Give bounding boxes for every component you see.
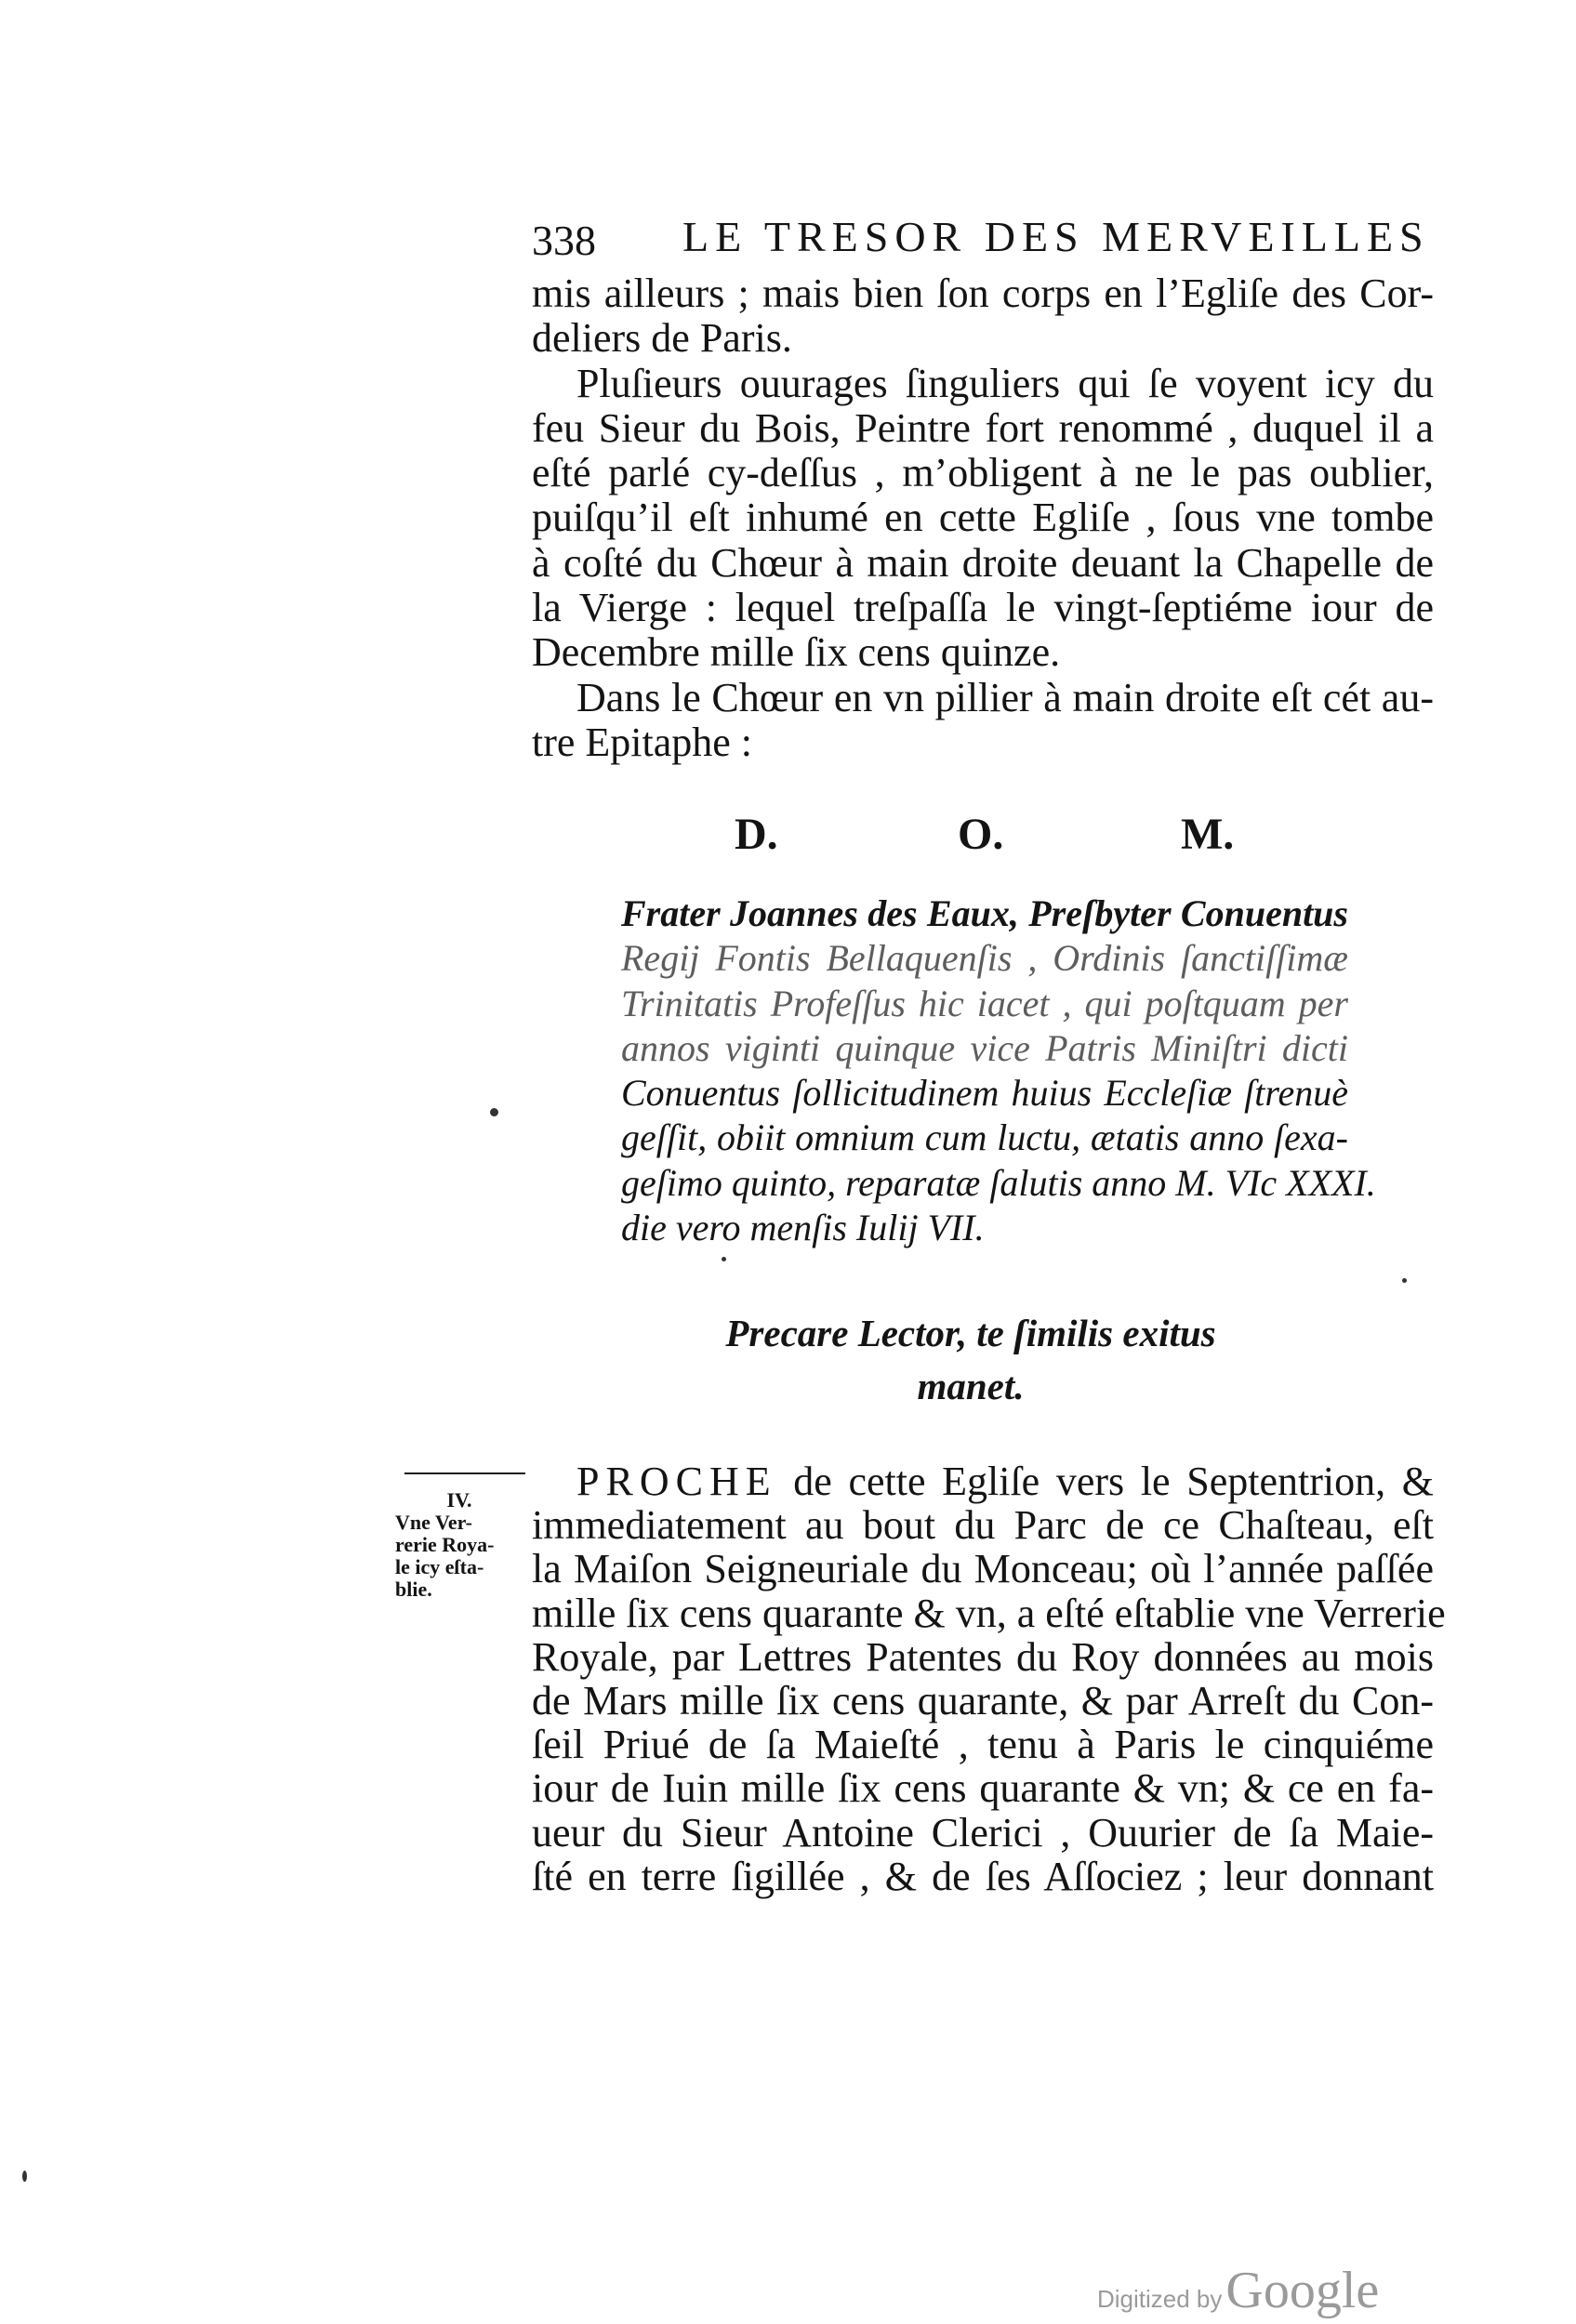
epitaph-line: Trinitatis Profeſſus hic iacet , qui poſtquam per <box>621 982 1348 1024</box>
section-line: la Maiſon Seigneuriale du Monceau; où l’année paſſée <box>532 1546 1434 1592</box>
scan-speck <box>1402 1278 1407 1283</box>
running-header <box>532 212 1430 264</box>
body-line: deliers de Paris. <box>532 315 792 362</box>
epitaph-line: annos viginti quinque vice Patris Miniſtri dicti <box>621 1026 1348 1069</box>
closing-inscription <box>720 1307 1222 1413</box>
scan-speck <box>722 1257 726 1261</box>
body-line: Pluſieurs ouurages ſinguliers qui ſe voyent icy du <box>576 360 1434 406</box>
epitaph-line: Regij Fontis Bellaquenſis , Ordinis ſanctiſſimæ <box>621 937 1348 980</box>
dom-letter: D. <box>735 810 778 859</box>
scan-speck <box>490 1108 498 1116</box>
section-line <box>532 1459 1434 1503</box>
section-line: de Mars mille ſix cens quarante, & par Arreſt du Con- <box>532 1677 1434 1723</box>
margin-note-line: le icy eſta- <box>395 1555 484 1578</box>
margin-note-line: rerie Roya- <box>395 1533 495 1556</box>
epitaph-line: geſſit, obiit omnium cum luctu, ætatis anno ſexa- <box>621 1116 1348 1159</box>
margin-note-line: Vne Ver- <box>395 1511 472 1534</box>
body-line: mis ailleurs ; mais bien ſon corps en l’Egliſe des Cor- <box>532 271 1434 316</box>
section-line: immediatement au bout du Parc de ce Chaſteau, eſt <box>532 1502 1434 1549</box>
body-line: à coſté du Chœur à main droite deuant la Chapelle de <box>532 539 1434 586</box>
scan-speck <box>22 2171 27 2182</box>
running-title: LE TRESOR DES MERVEILLES <box>682 213 1430 260</box>
section-text <box>532 1459 1446 1899</box>
section-line: ſeil Priué de ſa Maieſté , tenu à Paris le cinquiéme <box>532 1722 1434 1768</box>
epitaph-line: Conuentus ſollicitudinem huius Eccleſiæ ſtrenuè <box>621 1072 1348 1115</box>
margin-note-line: IV. <box>446 1488 472 1512</box>
margin-note-line: blie. <box>395 1578 432 1601</box>
digitized-watermark <box>1097 2261 1379 2320</box>
body-line: tre Epitaphe : <box>532 719 753 765</box>
opening-word: PROCHE <box>576 1459 777 1504</box>
body-line: feu Sieur du Bois, Peintre fort renommé , duquel il a <box>532 404 1434 451</box>
body-text <box>532 271 1434 765</box>
epitaph-line: die vero menſis Iulij VII. <box>621 1207 985 1249</box>
body-line: Dans le Chœur en vn pillier à main droite eſt cét au- <box>576 674 1434 720</box>
dom-letter: M. <box>1181 810 1235 859</box>
margin-note <box>395 1489 523 1601</box>
section-line: mille ſix cens quarante & vn, a eſté eſtablie vne Verrerie <box>532 1590 1446 1636</box>
closing-line: manet. <box>917 1365 1025 1407</box>
section-line: ſté en terre ſigillée , & de ſes Aſſociez ; leur donnant <box>532 1853 1434 1899</box>
margin-rule <box>404 1472 525 1474</box>
epitaph-line: geſimo quinto, reparatæ ſalutis anno M. VIc XXXI. <box>621 1161 1376 1204</box>
body-line: la Vierge : lequel treſpaſſa le vingt-ſeptiéme iour de <box>532 585 1434 631</box>
epitaph-line: Frater Joannes des Eaux, Preſbyter Conuentus <box>621 892 1348 934</box>
google-logo: Google <box>1225 2262 1380 2319</box>
section-line: ueur du Sieur Antoine Clerici , Ouurier de ſa Maie- <box>532 1809 1434 1855</box>
body-line: eſté parlé cy-deſſus , m’obligent à ne le pas oublier, <box>532 450 1434 496</box>
body-line: puiſqu’il eſt inhumé en cette Egliſe , ſous vne tombe <box>532 495 1434 541</box>
digitized-by-text: Digitized by <box>1097 2285 1223 2313</box>
section-line-rest: de cette Egliſe vers le Septentrion, & <box>776 1459 1434 1504</box>
epitaph <box>621 892 1376 1251</box>
section-line: Royale, par Lettres Patentes du Roy données au mois <box>532 1633 1434 1680</box>
page-number: 338 <box>532 217 596 264</box>
body-line: Decembre mille ſix cens quinze. <box>532 629 1061 676</box>
closing-line: Precare Lector, te ſimilis exitus <box>725 1312 1216 1354</box>
dom-letter: O. <box>958 810 1004 859</box>
section-line: iour de Iuin mille ſix cens quarante & vn; & ce en fa- <box>532 1765 1434 1812</box>
